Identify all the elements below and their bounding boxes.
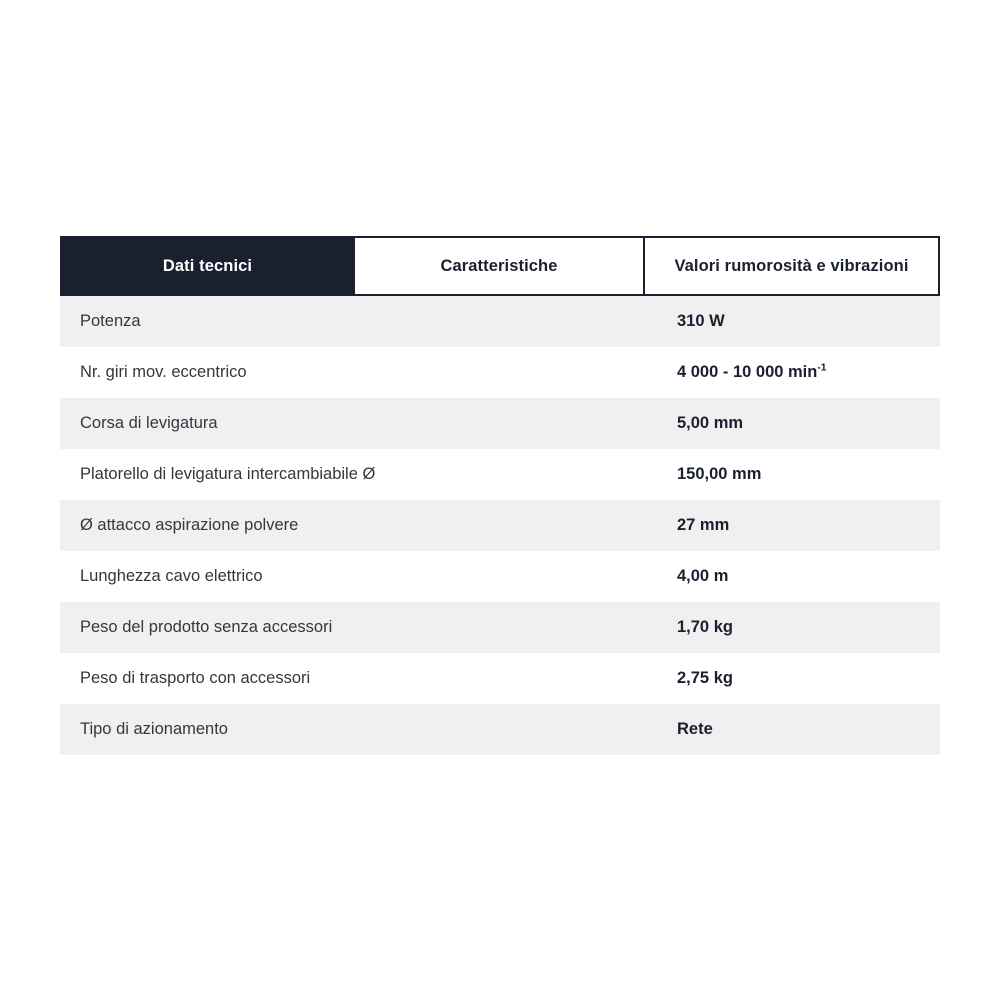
technical-specifications-panel bbox=[60, 236, 940, 755]
tab-dati-tecnici[interactable] bbox=[60, 236, 355, 296]
table-row bbox=[60, 704, 940, 755]
spec-value-exponent: -1 bbox=[817, 363, 827, 374]
spec-value: 150,00 mm bbox=[677, 465, 762, 483]
table-row bbox=[60, 296, 940, 347]
spec-table-body bbox=[60, 296, 940, 755]
tab-caratteristiche-label: Caratteristiche bbox=[440, 256, 558, 275]
tab-caratteristiche[interactable] bbox=[355, 236, 645, 296]
table-row bbox=[60, 500, 940, 551]
table-row bbox=[60, 653, 940, 704]
table-row bbox=[60, 347, 940, 398]
spec-value: 27 mm bbox=[677, 516, 730, 534]
spec-value: 4,00 m bbox=[677, 567, 729, 585]
spec-label: Potenza bbox=[80, 312, 141, 330]
spec-value-text: 4 000 - 10 000 min bbox=[677, 363, 818, 381]
spec-value: 2,75 kg bbox=[677, 669, 733, 687]
tab-valori-rumorosita-e-vibrazioni[interactable] bbox=[645, 236, 940, 296]
spec-label: Peso di trasporto con accessori bbox=[80, 669, 311, 687]
spec-label: Nr. giri mov. eccentrico bbox=[80, 363, 247, 381]
spec-label: Peso del prodotto senza accessori bbox=[80, 618, 333, 636]
table-row bbox=[60, 551, 940, 602]
spec-label: Platorello di levigatura intercambiabile Ø bbox=[80, 465, 376, 483]
spec-value: Rete bbox=[677, 720, 713, 738]
spec-label: Ø attacco aspirazione polvere bbox=[80, 516, 299, 534]
table-row bbox=[60, 398, 940, 449]
spec-label: Tipo di azionamento bbox=[80, 720, 228, 738]
spec-value: 1,70 kg bbox=[677, 618, 733, 636]
spec-value: 5,00 mm bbox=[677, 414, 744, 432]
spec-value: 310 W bbox=[677, 312, 725, 330]
spec-label: Lunghezza cavo elettrico bbox=[80, 567, 263, 585]
tab-valori-rumorosita-e-vibrazioni-label: Valori rumorosità e vibrazioni bbox=[674, 256, 909, 275]
spec-tab-strip bbox=[60, 236, 940, 296]
spec-label: Corsa di levigatura bbox=[80, 414, 218, 432]
table-row bbox=[60, 602, 940, 653]
table-row bbox=[60, 449, 940, 500]
spec-value bbox=[677, 363, 940, 382]
tab-dati-tecnici-label: Dati tecnici bbox=[162, 256, 253, 275]
